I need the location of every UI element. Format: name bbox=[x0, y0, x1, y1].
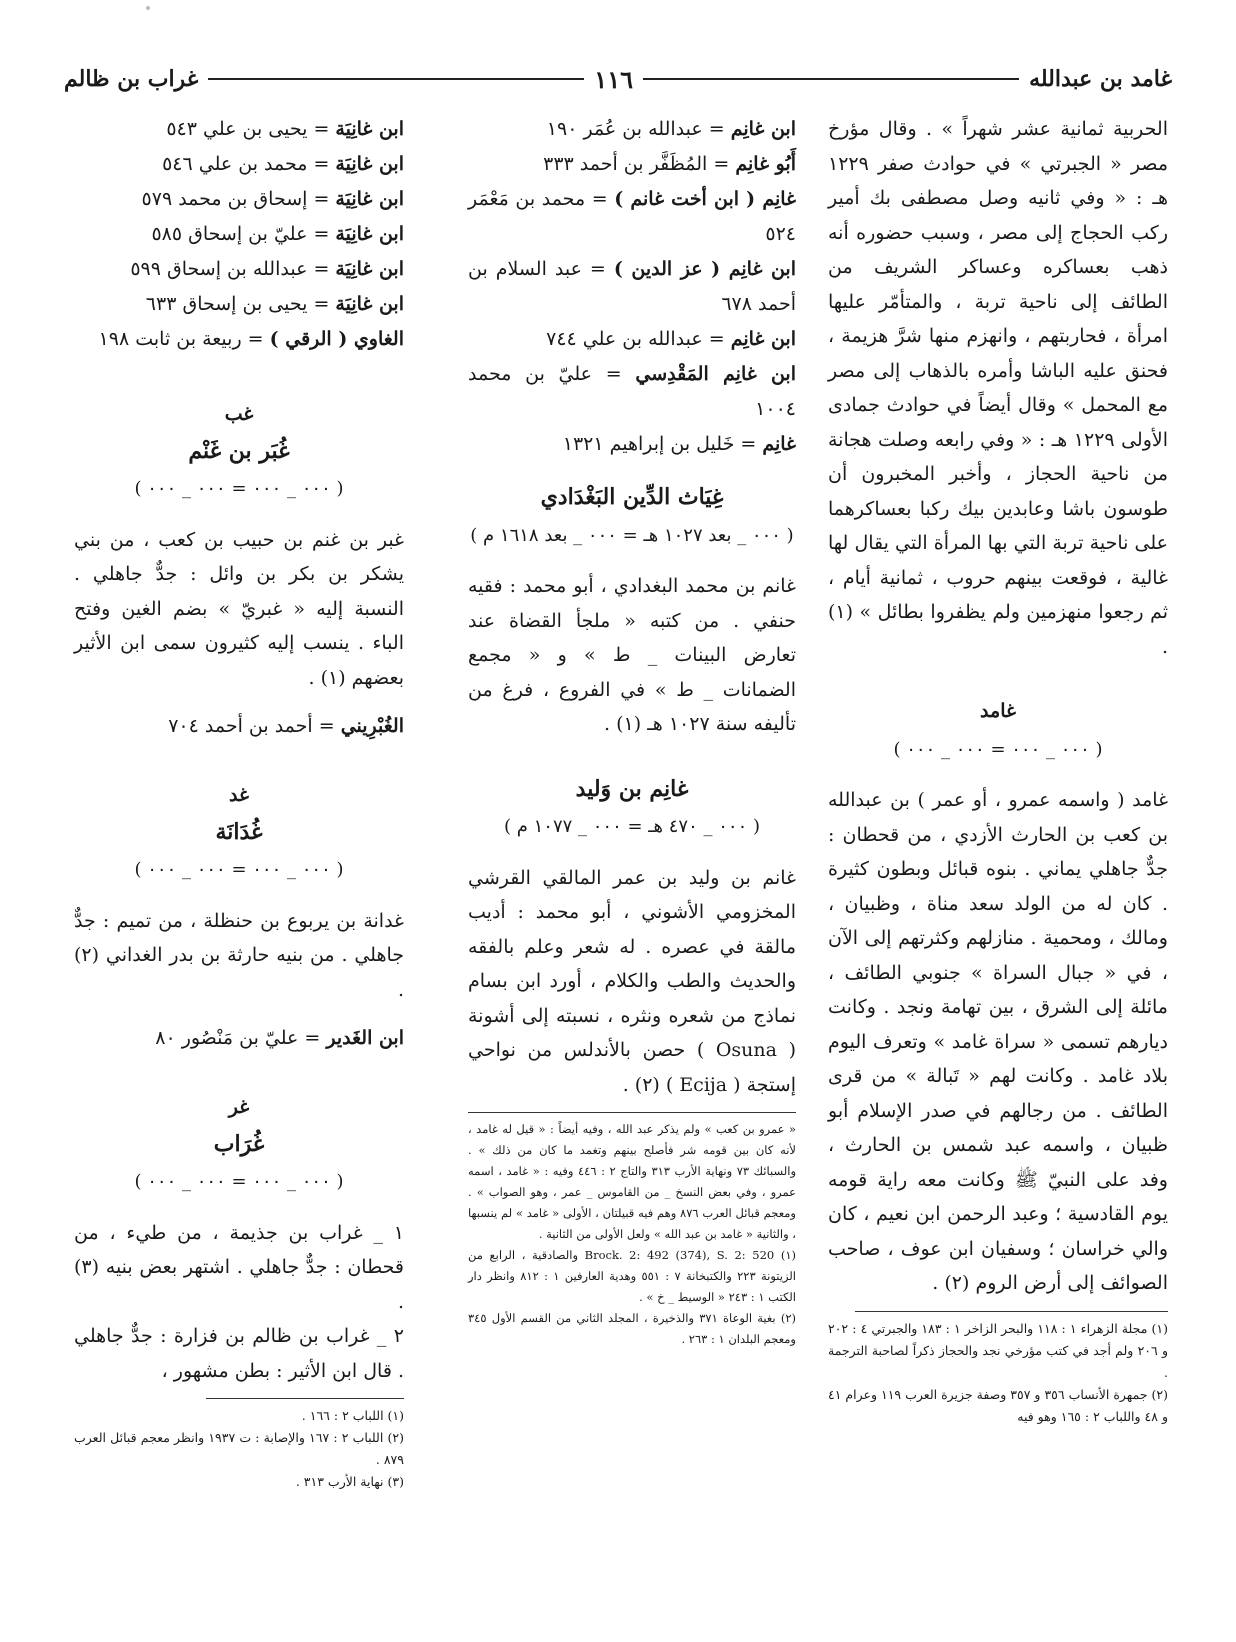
index-head: أَبُو غانِم bbox=[735, 153, 796, 175]
body-paragraph: غانم بن وليد بن عمر المالقي القرشي المخزومي الأشوني ، أبو محمد : أديب مالقة في عصره . له شعر وعلم بالفقه والحديث والطب والكلام ، أورد ابن بسام نماذج من شعره ونثره ، نسبته إلى أشونة ( Osuna ) حصن بالأندلس من نواحي إستجة ( Ecija ) (٢) . bbox=[468, 866, 797, 1096]
footnote: (٢) بغية الوعاة ٣٧١ والذخيرة ، المجلد الثاني من القسم الأول ٣٤٥ ومعجم البلدان ١ : ٢٦٣ . bbox=[468, 1311, 796, 1346]
index-entry bbox=[74, 252, 404, 287]
index-head: غانِم ( ابن أخت غانم ) bbox=[614, 188, 796, 210]
index-entry bbox=[468, 182, 796, 252]
footnote-rule bbox=[468, 1112, 796, 1113]
page-number: ١١٦ bbox=[594, 64, 633, 94]
index-head: الغاوي ( الرقي ) bbox=[269, 328, 404, 350]
ref-head: الغُبْرِيني bbox=[340, 715, 404, 737]
entry-title: غامد bbox=[980, 700, 1016, 722]
header-rule bbox=[208, 78, 584, 80]
index-head: ابن غانِيَة bbox=[335, 293, 404, 315]
index-entry bbox=[74, 112, 404, 147]
entry-title: غُرَاب bbox=[213, 1130, 265, 1157]
body-paragraph: الحربية ثمانية عشر شهراً » . وقال مؤرخ مصر « الجبرتي » في حوادث صفر ١٢٢٩ هـ : « وفي ثانيه وصل مصطفى بك أمير ركب الحجاج إلى مصر ، وسبب حضوره أنه ذهب بعساكره وعساكر الشريف من الطائف إلى ناحية تربة ، والمتأمّر عليها امرأة ، فحاربتهم ، وانهزم منها شرَّ هزيمة ، فحنق عليه الباشا وأمره بالذهاب إلى مصر مع المحمل » وقال أيضاً في حوادث جمادى الأولى ١٢٢٩ هـ : « وفي رابعه وصلت هجانة من ناحية الحجاز ، وأخبر المخبرون أن طوسون باشا وعابدين بيك ركبا بعساكرهما على ناحية تربة التي بها المرأة التي يقال لها غالية ، فوقعت بينهم حروب ، ثمانية أيام ، ثم رجعوا منهزمين ولم يظفروا بطائل » (١) . bbox=[828, 118, 1168, 658]
entry-dates: ( ٠٠٠ _ ٠٠٠ = ٠٠٠ _ ٠٠٠ ) bbox=[134, 478, 344, 499]
ref-rest: = أحمد بن أحمد ٧٠٤ bbox=[168, 715, 341, 737]
footnote-rule bbox=[855, 1311, 1168, 1312]
index-rest: = إسحاق بن محمد ٥٧٩ bbox=[141, 188, 336, 210]
index-rest: = محمد بن علي ٥٤٦ bbox=[162, 153, 336, 175]
column-middle bbox=[468, 112, 796, 1350]
index-entry bbox=[468, 112, 796, 147]
index-rest: = ربيعة بن ثابت ١٩٨ bbox=[98, 328, 270, 350]
index-entry bbox=[74, 147, 404, 182]
index-rest: = يحيى بن علي ٥٤٣ bbox=[166, 118, 336, 140]
body-paragraph: غبر بن غنم بن حبيب بن كعب ، من بني يشكر بن بكر بن وائل : جدٌّ جاهلي . النسبة إليه « غبريّ » بضم الغين وفتح الباء . ينسب إليه كثيرون سمى ابن الأثير بعضهم (١) . bbox=[74, 528, 404, 689]
index-entry bbox=[468, 357, 796, 427]
index-rest: = عبدالله بن إسحاق ٥٩٩ bbox=[130, 258, 336, 280]
index-head: ابن غانِم bbox=[730, 118, 796, 140]
entry-dates: ( ٠٠٠ _ ٠٠٠ = ٠٠٠ _ ٠٠٠ ) bbox=[134, 1171, 344, 1192]
index-head: ابن غانِم bbox=[730, 328, 796, 350]
index-rest: = محمد بن مَعْمَر ٥٢٤ bbox=[468, 188, 796, 245]
index-rest: = عبدالله بن علي ٧٤٤ bbox=[546, 328, 731, 350]
index-head: ابن غانِيَة bbox=[335, 118, 404, 140]
index-rest: = المُظَفَّر بن أحمد ٣٣٣ bbox=[543, 153, 736, 175]
body-paragraph: ١ _ غراب بن جذيمة ، من طيء ، من قحطان : جدٌّ جاهلي . اشتهر بعض بنيه (٣) . bbox=[74, 1221, 404, 1313]
letter-group: غد bbox=[229, 784, 249, 806]
page-header bbox=[64, 64, 1172, 94]
entry-title: غُبَر بن غَنْم bbox=[188, 437, 290, 464]
index-rest: = عبد السلام بن أحمد ٦٧٨ bbox=[468, 258, 796, 315]
letter-group: غب bbox=[224, 403, 254, 425]
index-entry bbox=[74, 322, 404, 357]
index-rest: = خَليل بن إبراهيم ١٣٢١ bbox=[562, 433, 763, 455]
body-paragraph: ٢ _ غراب بن ظالم بن فزارة : جدٌّ جاهلي . قال ابن الأثير : بطن مشهور ، bbox=[74, 1325, 404, 1382]
entry-dates: ( ٠٠٠ _ بعد ١٠٢٧ هـ = ٠٠٠ _ بعد ١٦١٨ م ) bbox=[470, 524, 794, 546]
index-entry bbox=[74, 287, 404, 322]
entry-title: غُدَانَة bbox=[215, 818, 263, 845]
index-rest: = عبدالله بن عُمَر ١٩٠ bbox=[546, 118, 731, 140]
index-rest: = يحيى بن إسحاق ٦٣٣ bbox=[145, 293, 336, 315]
index-list bbox=[468, 112, 796, 462]
running-head-left: غراب بن ظالم bbox=[63, 66, 199, 92]
scan-speck bbox=[146, 6, 150, 10]
index-head: ابن غانِيَة bbox=[335, 188, 404, 210]
footnote: (٣) نهاية الأرب ٣١٣ . bbox=[295, 1474, 404, 1489]
footnote-continued: « عمرو بن كعب » ولم يذكر عبد الله ، وفيه أيضاً : « قيل له غامد ، لأنه كان بين قومه شر فأصلح بينهم وتغمد ما كان من ذلك » . والسبائك ٧٣ ونهاية الأرب ٣١٣ والتاج ٢ : ٤٤٦ وفيه : « غامد ، اسمه عمرو ، وفي بعض النسخ _ من القاموس _ عمر ، وهو الصواب » . ومعجم قبائل العرب ٨٧٦ وهم فيه قبيلتان ، الأولى « غامد » لم ينسبها ، والثانية « غامد بن عبد الله » ولعل الأولى من الثانية . bbox=[468, 1122, 796, 1241]
column-right bbox=[828, 112, 1168, 1428]
footnote-rule bbox=[206, 1398, 404, 1399]
footnote: (١) مجلة الزهراء ١ : ١١٨ والبحر الزاخر ١ : ١٨٣ والجبرتي ٤ : ٢٠٢ و ٢٠٦ ولم أجد في كتب مؤرخي نجد والحجاز ذكراً لصاحبة الترجمة . bbox=[828, 1320, 1168, 1380]
entry-dates: ( ٠٠٠ _ ٠٠٠ = ٠٠٠ _ ٠٠٠ ) bbox=[134, 859, 344, 880]
index-entry bbox=[468, 252, 796, 322]
index-head: ابن غانِم المَقْدِسي bbox=[635, 363, 796, 385]
entry-title: غانِم بن وَليد bbox=[575, 775, 689, 802]
index-rest: = عليّ بن محمد ١٠٠٤ bbox=[468, 363, 796, 420]
index-entry bbox=[468, 427, 796, 462]
entry-dates: ( ٠٠٠ _ ٠٠٠ = ٠٠٠ _ ٠٠٠ ) bbox=[893, 738, 1103, 760]
column-left bbox=[74, 112, 404, 1493]
footnote: (١) Brock. 2: 492 (374), S. 2: 520 والصادقية ، الرابع من الزيتونة ٢٢٣ والكتبخانة ٧ : ٥٥١ وهدية العارفين ١ : ٨١٢ وانظر دار الكتب ١ : ٢٤٣ « الوسيط _ خ » . bbox=[468, 1248, 797, 1304]
body-paragraph: غدانة بن يربوع بن حنظلة ، من تميم : جدٌّ جاهلي . من بنيه حارثة بن بدر الغداني (٢) . bbox=[74, 909, 404, 1001]
body-paragraph: غانم بن محمد البغدادي ، أبو محمد : فقيه حنفي . من كتبه « ملجأ القضاة عند تعارض البينات _ ط » و « مجمع الضمانات _ ط » في الفروع ، فرغ من تأليفه سنة ١٠٢٧ هـ (١) . bbox=[468, 575, 796, 735]
ref-head: ابن الغَدير bbox=[326, 1027, 404, 1049]
header-rule bbox=[643, 78, 1019, 80]
index-entry bbox=[74, 217, 404, 252]
index-entry bbox=[468, 322, 796, 357]
entry-dates: ( ٠٠٠ _ ٤٧٠ هـ = ٠٠٠ _ ١٠٧٧ م ) bbox=[503, 816, 760, 837]
index-entry bbox=[468, 147, 796, 182]
entry-title: غِيَاث الدِّين البَغْدَادي bbox=[540, 484, 724, 510]
index-rest: = عليّ بن إسحاق ٥٨٥ bbox=[151, 223, 336, 245]
index-head: ابن غانِيَة bbox=[335, 223, 404, 245]
index-head: ابن غانِيَة bbox=[335, 258, 404, 280]
index-head: ابن غانِيَة bbox=[335, 153, 404, 175]
cross-reference bbox=[74, 709, 404, 744]
footnote: (١) اللباب ٢ : ١٦٦ . bbox=[301, 1408, 404, 1423]
running-head-right: غامد بن عبدالله bbox=[1029, 66, 1172, 92]
index-entry bbox=[74, 182, 404, 217]
footnote: (٢) اللباب ٢ : ١٦٧ والإصابة : ت ١٩٣٧ وانظر معجم قبائل العرب ٨٧٩ . bbox=[74, 1430, 404, 1467]
index-head: ابن غانِم ( عز الدين ) bbox=[613, 258, 796, 280]
ref-rest: = عليّ بن مَنْصُور ٨٠ bbox=[155, 1027, 327, 1049]
footnote: (٢) جمهرة الأنساب ٣٥٦ و ٣٥٧ وصفة جزيرة العرب ١١٩ وعرام ٤١ و ٤٨ واللباب ٢ : ١٦٥ وهو فيه bbox=[828, 1386, 1168, 1424]
body-paragraph: غامد ( واسمه عمرو ، أو عمر ) بن عبدالله بن كعب بن الحارث الأزدي ، من قحطان : جدٌّ جاهلي يماني . بنوه قبائل وبطون كثيرة . كان له من الولد سعد مناة ، وظبيان ، ومالك ، ومحمية . منازلهم وكثرتهم إلى الآن ، في « جبال السراة » جنوبي الطائف ، مائلة إلى الشرق ، بين تهامة ونجد . وكانت ديارهم تسمى « سراة غامد » وتعرف اليوم بلاد غامد . وكانت لهم « تَبالة » من قرى الطائف . من رجالهم في صدر الإسلام أبو ظبيان ، واسمه عبد شمس بن الحارث ، وفد على النبيّ ﷺ وكانت معه راية قومه يوم القادسية ؛ وعبد الرحمن ابن نعيم ، كان والي خراسان ؛ وسفيان ابن عوف ، صاحب الصوائف إلى أرض الروم (٢) . bbox=[828, 789, 1168, 1294]
letter-group: غر bbox=[228, 1096, 250, 1118]
index-list bbox=[74, 112, 404, 357]
index-head: غانِم bbox=[762, 433, 796, 455]
cross-reference bbox=[74, 1021, 404, 1056]
